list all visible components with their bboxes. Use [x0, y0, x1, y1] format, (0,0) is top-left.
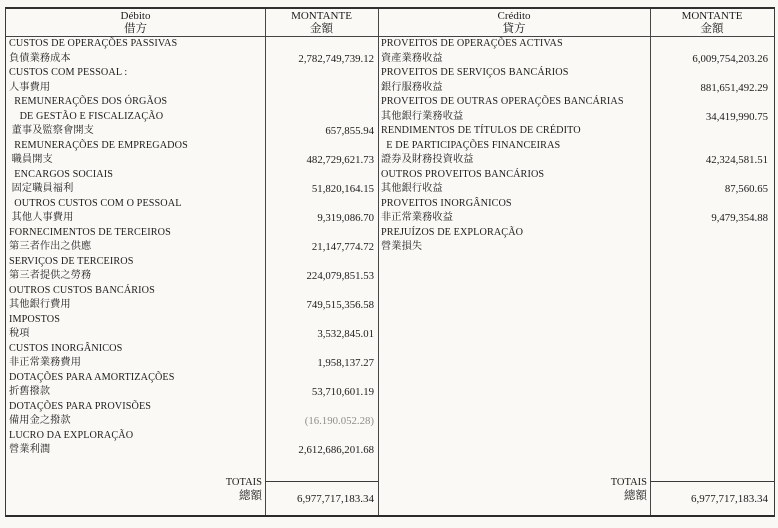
row-label: CUSTOS DE OPERAÇÕES PASSIVAS	[9, 38, 178, 49]
row-label: DOTAÇÕES PARA AMORTIZAÇÕES	[9, 371, 175, 383]
row-amount: 21,147,774.72	[311, 241, 374, 253]
table-row	[6, 385, 378, 400]
row-amount: 51,820,164.15	[311, 183, 374, 195]
credit-header-title: Crédito	[497, 10, 531, 22]
credit-totals-label-group	[378, 477, 647, 502]
row-label: 稅項	[9, 328, 30, 339]
debit-column-header	[6, 9, 265, 36]
row-amount	[650, 240, 774, 255]
row-amount: 881,651,492.29	[700, 81, 768, 94]
table-row	[378, 95, 774, 110]
row-label: ENCARGOS SOCIAIS	[9, 168, 113, 180]
row-amount: 53,710,601.19	[311, 386, 374, 398]
row-amount	[265, 429, 378, 444]
row-amount	[265, 255, 378, 270]
row-label: 銀行服務收益	[381, 81, 443, 93]
row-label: REMUNERAÇÕES DE EMPREGADOS	[9, 139, 188, 151]
row-amount: 1,958,137.27	[317, 357, 374, 369]
row-label: LUCRO DA EXPLORAÇÃO	[9, 429, 134, 441]
table-row	[6, 37, 378, 52]
row-label: DOTAÇÕES PARA PROVISÕES	[9, 400, 152, 412]
row-amount	[265, 313, 378, 328]
debit-total-amount: 6,977,717,183.34	[265, 481, 378, 515]
row-amount	[265, 66, 378, 81]
row-label: RENDIMENTOS DE TÍTULOS DE CRÉDITO	[381, 125, 581, 136]
row-amount: 3,532,845.01	[317, 328, 374, 340]
row-amount: 657,855.94	[325, 125, 374, 137]
table-row	[6, 313, 378, 328]
profit-and-loss-table	[5, 7, 775, 517]
row-label: 非正常業務費用	[9, 357, 82, 368]
row-label: PROVEITOS DE SERVIÇOS BANCÁRIOS	[381, 67, 569, 78]
table-row	[6, 52, 378, 67]
row-amount	[265, 284, 378, 299]
table-row	[378, 124, 774, 139]
row-amount	[265, 81, 378, 96]
table-row	[6, 182, 378, 197]
table-row	[6, 414, 378, 429]
row-label: IMPOSTOS	[9, 313, 61, 325]
table-row	[6, 124, 378, 139]
row-amount	[265, 197, 378, 212]
row-label: REMUNERAÇÕES DOS ÓRGÃOS	[9, 96, 168, 107]
row-amount: 2,612,686,201.68	[298, 444, 374, 456]
row-amount: 42,324,581.51	[705, 154, 768, 166]
row-amount: 224,079,851.53	[306, 270, 374, 282]
table-row	[378, 52, 774, 67]
row-amount	[265, 139, 378, 154]
table-row	[378, 81, 774, 96]
row-label: DE GESTÃO E FISCALIZAÇÃO	[9, 110, 164, 122]
table-row	[378, 168, 774, 183]
row-amount: 6,009,754,203.26	[692, 52, 768, 65]
row-label: 其他銀行收益	[381, 183, 443, 194]
table-row	[378, 182, 774, 197]
row-label: 備用金之撥款	[9, 415, 71, 426]
credit-totals-sublabel: 總額	[624, 489, 647, 502]
row-label: PROVEITOS INORGÂNICOS	[381, 197, 512, 209]
table-row	[378, 153, 774, 168]
row-amount	[650, 66, 774, 81]
row-amount: 87,560.65	[724, 183, 768, 195]
row-label: CUSTOS INORGÂNICOS	[9, 342, 123, 354]
row-label: SERVIÇOS DE TERCEIROS	[9, 255, 134, 267]
table-row	[378, 37, 774, 52]
row-amount	[650, 139, 774, 154]
table-row	[6, 66, 378, 81]
table-row	[378, 226, 774, 241]
debit-rows	[6, 37, 378, 458]
table-row	[6, 429, 378, 444]
row-amount: 482,729,621.73	[306, 154, 374, 166]
row-label: FORNECIMENTOS DE TERCEIROS	[9, 226, 171, 238]
debit-totals-sublabel: 總額	[239, 489, 262, 502]
table-row	[6, 356, 378, 371]
row-amount	[650, 124, 774, 139]
row-amount: 9,479,354.88	[711, 212, 768, 224]
debit-totals-label: TOTAIS	[225, 477, 262, 488]
debit-totals-row	[6, 472, 378, 515]
table-row	[378, 197, 774, 212]
row-amount	[650, 226, 774, 241]
credit-amount-header-title: MONTANTE	[681, 10, 743, 22]
table-row	[6, 226, 378, 241]
table-row	[378, 110, 774, 125]
row-amount: 2,782,749,739.12	[298, 52, 374, 65]
debit-header-subtitle: 借方	[124, 23, 147, 35]
row-label: 其他銀行業務收益	[381, 110, 464, 122]
debit-totals-label-group	[6, 477, 262, 502]
table-header-row	[6, 9, 774, 37]
table-row	[378, 240, 774, 255]
row-amount: 9,319,086.70	[317, 212, 374, 224]
table-row	[6, 211, 378, 226]
row-label: PROVEITOS DE OPERAÇÕES ACTIVAS	[381, 38, 563, 49]
row-label: 折舊撥款	[9, 386, 51, 397]
table-row	[6, 95, 378, 110]
row-label: 職員開支	[9, 154, 53, 165]
debit-amount-header-subtitle: 金額	[310, 23, 333, 35]
table-row	[6, 400, 378, 415]
row-amount: 749,515,356.58	[306, 299, 374, 311]
row-label: 營業利潤	[9, 444, 51, 455]
row-label: 董事及監察會開支	[9, 125, 94, 136]
row-amount	[265, 37, 378, 52]
table-row	[6, 168, 378, 183]
row-label: E DE PARTICIPAÇÕES FINANCEIRAS	[381, 139, 561, 151]
table-row	[378, 66, 774, 81]
row-label: CUSTOS COM PESSOAL :	[9, 67, 128, 78]
debit-header-title: Débito	[120, 10, 151, 22]
table-row	[6, 255, 378, 270]
row-label: 第三者作出之供應	[9, 241, 92, 252]
row-label: OUTROS PROVEITOS BANCÁRIOS	[381, 168, 545, 180]
row-label: PREJUÍZOS DE EXPLORAÇÃO	[381, 226, 524, 238]
table-row	[6, 327, 378, 342]
row-amount	[650, 197, 774, 212]
row-label: OUTROS CUSTOS COM O PESSOAL	[9, 197, 182, 209]
table-row	[6, 284, 378, 299]
row-label: 非正常業務收益	[381, 212, 454, 223]
row-label: 第三者提供之勞務	[9, 270, 92, 281]
credit-totals-label: TOTAIS	[610, 477, 647, 488]
table-row	[6, 110, 378, 125]
row-amount	[265, 110, 378, 125]
debit-amount-column-header	[265, 9, 378, 36]
row-amount	[650, 168, 774, 183]
table-row	[378, 211, 774, 226]
table-row	[6, 197, 378, 212]
row-amount	[265, 342, 378, 357]
table-row	[6, 269, 378, 284]
row-label: 負債業務成本	[9, 52, 71, 64]
table-row	[6, 139, 378, 154]
row-amount	[650, 95, 774, 110]
row-label: 其他銀行費用	[9, 299, 71, 310]
credit-rows	[378, 37, 774, 255]
row-label: 人事費用	[9, 81, 51, 93]
debit-amount-header-title: MONTANTE	[291, 10, 352, 22]
credit-header-subtitle: 貸方	[502, 23, 526, 35]
row-amount	[265, 168, 378, 183]
row-amount	[265, 400, 378, 415]
row-amount	[265, 95, 378, 110]
row-label: OUTROS CUSTOS BANCÁRIOS	[9, 284, 155, 296]
table-row	[6, 371, 378, 386]
credit-totals-row	[378, 472, 774, 515]
table-row	[6, 443, 378, 458]
table-row	[6, 81, 378, 96]
table-row	[6, 153, 378, 168]
row-label: PROVEITOS DE OUTRAS OPERAÇÕES BANCÁRIAS	[381, 96, 624, 107]
row-label: 證券及財務投資收益	[381, 154, 474, 165]
credit-total-amount: 6,977,717,183.34	[650, 481, 774, 515]
row-amount	[265, 226, 378, 241]
row-amount	[265, 371, 378, 386]
row-label: 固定職員福利	[9, 183, 74, 194]
table-row	[6, 342, 378, 357]
table-row	[6, 240, 378, 255]
row-label: 營業損失	[381, 241, 423, 252]
row-amount: 34,419,990.75	[705, 110, 768, 123]
credit-amount-column-header	[650, 9, 774, 36]
table-row	[378, 139, 774, 154]
credit-column-header	[378, 9, 650, 36]
row-label: 資產業務收益	[381, 52, 443, 64]
row-amount: (16.190.052.28)	[304, 415, 374, 427]
row-label: 其他人事費用	[9, 212, 74, 223]
table-row	[6, 298, 378, 313]
credit-amount-header-subtitle: 金額	[700, 23, 724, 35]
row-amount	[650, 37, 774, 52]
